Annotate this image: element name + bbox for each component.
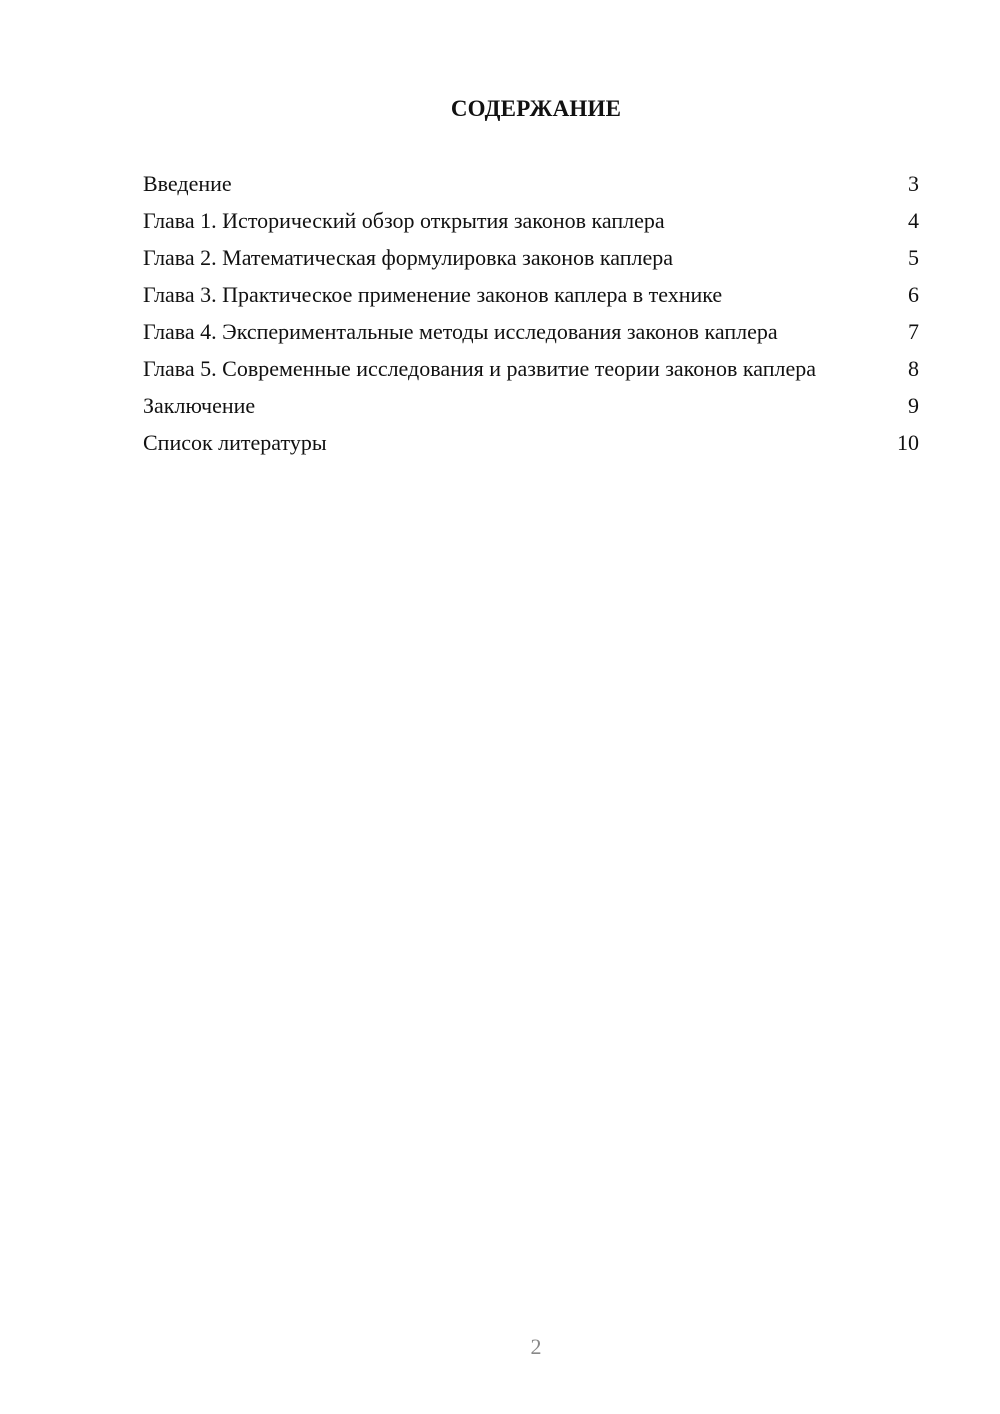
page-number: 2 (530, 1334, 542, 1359)
toc-entry-page: 10 (897, 430, 919, 455)
toc-entry-label: Глава 2. Математическая формулировка законов каплера (143, 245, 673, 270)
toc-entry-chapter-2 (143, 244, 919, 271)
toc-entry-introduction (143, 170, 919, 197)
toc-entry-chapter-5 (143, 355, 919, 382)
toc-entry-page: 9 (908, 393, 919, 418)
toc-entry-page: 7 (908, 319, 919, 344)
table-of-contents (143, 170, 919, 466)
toc-entry-page: 5 (908, 245, 919, 270)
toc-entry-label: Список литературы (143, 430, 327, 455)
toc-entry-label: Введение (143, 171, 232, 196)
toc-entry-label: Заключение (143, 393, 256, 418)
toc-entry-page: 3 (908, 171, 919, 196)
toc-entry-references (143, 429, 919, 456)
toc-entry-label: Глава 4. Экспериментальные методы исследования законов каплера (143, 319, 778, 344)
toc-entry-label: Глава 3. Практическое применение законов каплера в технике (143, 282, 723, 307)
toc-entry-chapter-3 (143, 281, 919, 308)
toc-entry-label: Глава 1. Исторический обзор открытия законов каплера (143, 208, 665, 233)
toc-entry-page: 4 (908, 208, 919, 233)
toc-entry-label: Глава 5. Современные исследования и развитие теории законов каплера (143, 356, 817, 381)
toc-entry-chapter-4 (143, 318, 919, 345)
toc-entry-page: 8 (908, 356, 919, 381)
toc-entry-conclusion (143, 392, 919, 419)
toc-entry-chapter-1 (143, 207, 919, 234)
toc-entry-page: 6 (908, 282, 919, 307)
toc-heading: СОДЕРЖАНИЕ (450, 96, 622, 121)
